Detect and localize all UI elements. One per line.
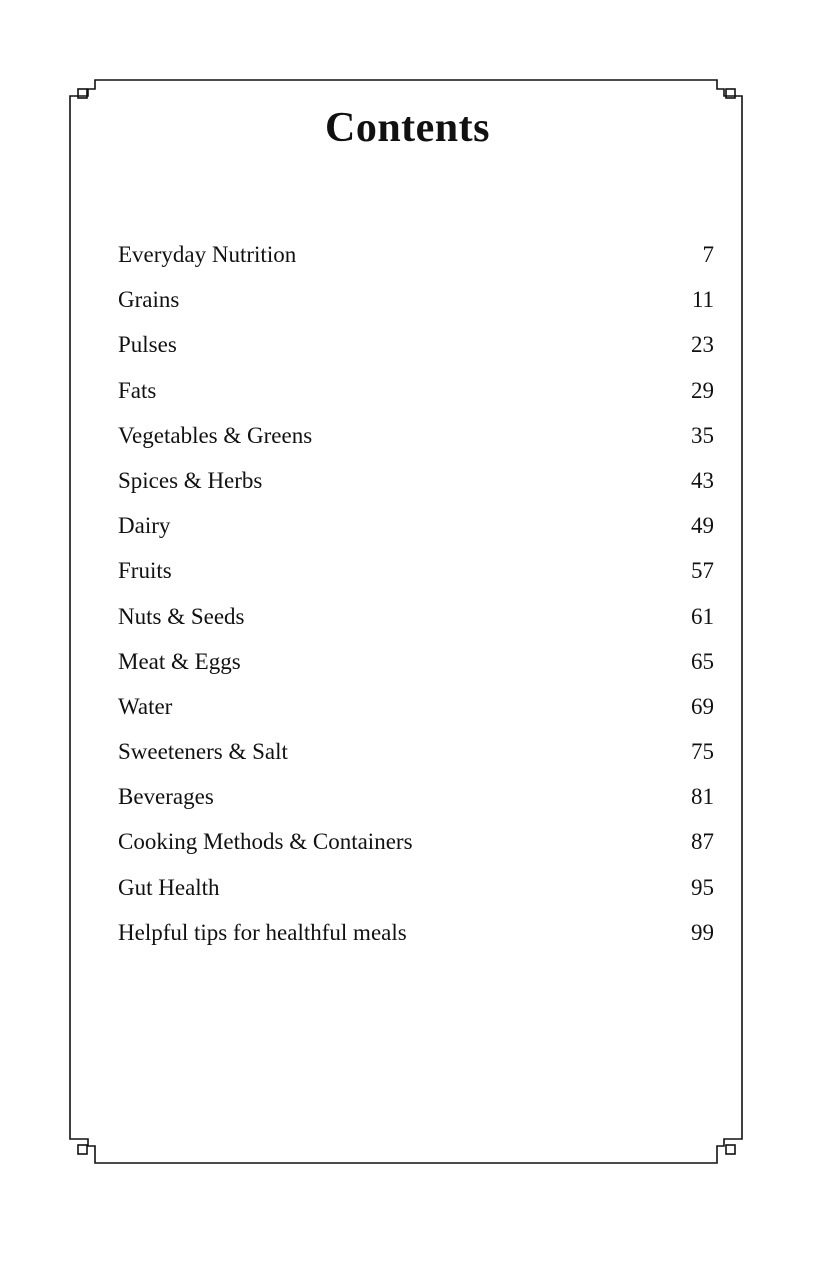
toc-entry-label: Cooking Methods & Containers bbox=[118, 829, 413, 855]
toc-entry-page: 57 bbox=[691, 558, 714, 584]
page-title: Contents bbox=[324, 105, 490, 151]
corner-ornament-bottom-left bbox=[78, 1145, 87, 1154]
toc-entry-label: Meat & Eggs bbox=[118, 648, 241, 674]
toc-entry-label: Vegetables & Greens bbox=[118, 422, 313, 448]
toc-entry[interactable] bbox=[118, 824, 714, 869]
toc-entry-page: 81 bbox=[691, 784, 714, 810]
toc-entry-page: 75 bbox=[691, 739, 714, 765]
toc-entry-label: Fats bbox=[118, 377, 157, 403]
toc-entry-label: Nuts & Seeds bbox=[118, 603, 245, 629]
toc-entry-page: 11 bbox=[691, 287, 714, 313]
toc-entry-page: 69 bbox=[691, 693, 714, 719]
toc-entry[interactable] bbox=[118, 282, 714, 327]
toc-entry-page: 95 bbox=[691, 874, 714, 900]
toc-entry[interactable] bbox=[118, 779, 714, 824]
toc-entry-page: 49 bbox=[691, 513, 714, 539]
corner-ornament-bottom-right bbox=[726, 1145, 735, 1154]
toc-entry[interactable] bbox=[118, 373, 714, 418]
toc-entry-label: Spices & Herbs bbox=[118, 467, 263, 493]
toc-entry[interactable] bbox=[118, 463, 714, 508]
toc-entry-page: 61 bbox=[691, 603, 714, 629]
toc-entry-page: 23 bbox=[691, 332, 714, 358]
toc-entry[interactable] bbox=[118, 418, 714, 463]
table-of-contents bbox=[118, 237, 714, 960]
toc-entry-page: 65 bbox=[691, 648, 714, 674]
toc-entry-page: 29 bbox=[691, 377, 714, 403]
toc-entry-label: Pulses bbox=[118, 332, 177, 358]
toc-entry-label: Dairy bbox=[118, 513, 171, 539]
toc-entry[interactable] bbox=[118, 915, 714, 960]
toc-entry-page: 99 bbox=[691, 919, 714, 945]
toc-entry-page: 43 bbox=[691, 467, 714, 493]
toc-entry[interactable] bbox=[118, 689, 714, 734]
toc-entry[interactable] bbox=[118, 327, 714, 372]
toc-entry-page: 35 bbox=[691, 422, 714, 448]
toc-entry-label: Everyday Nutrition bbox=[118, 242, 297, 267]
toc-entry-page: 7 bbox=[702, 242, 714, 267]
toc-entry[interactable] bbox=[118, 508, 714, 553]
toc-entry[interactable] bbox=[118, 644, 714, 689]
toc-entry-label: Grains bbox=[118, 287, 180, 313]
toc-entry[interactable] bbox=[118, 870, 714, 915]
toc-entry-page: 87 bbox=[691, 829, 714, 855]
toc-entry[interactable] bbox=[118, 599, 714, 644]
toc-entry-label: Water bbox=[118, 693, 173, 719]
toc-entry-label: Fruits bbox=[118, 558, 172, 584]
toc-entry[interactable] bbox=[118, 553, 714, 598]
toc-entry-label: Gut Health bbox=[118, 874, 220, 900]
toc-entry[interactable] bbox=[118, 237, 714, 282]
toc-entry-label: Beverages bbox=[118, 784, 214, 810]
toc-entry-label: Helpful tips for healthful meals bbox=[118, 919, 407, 945]
toc-entry[interactable] bbox=[118, 734, 714, 779]
toc-entry-label: Sweeteners & Salt bbox=[118, 739, 288, 765]
